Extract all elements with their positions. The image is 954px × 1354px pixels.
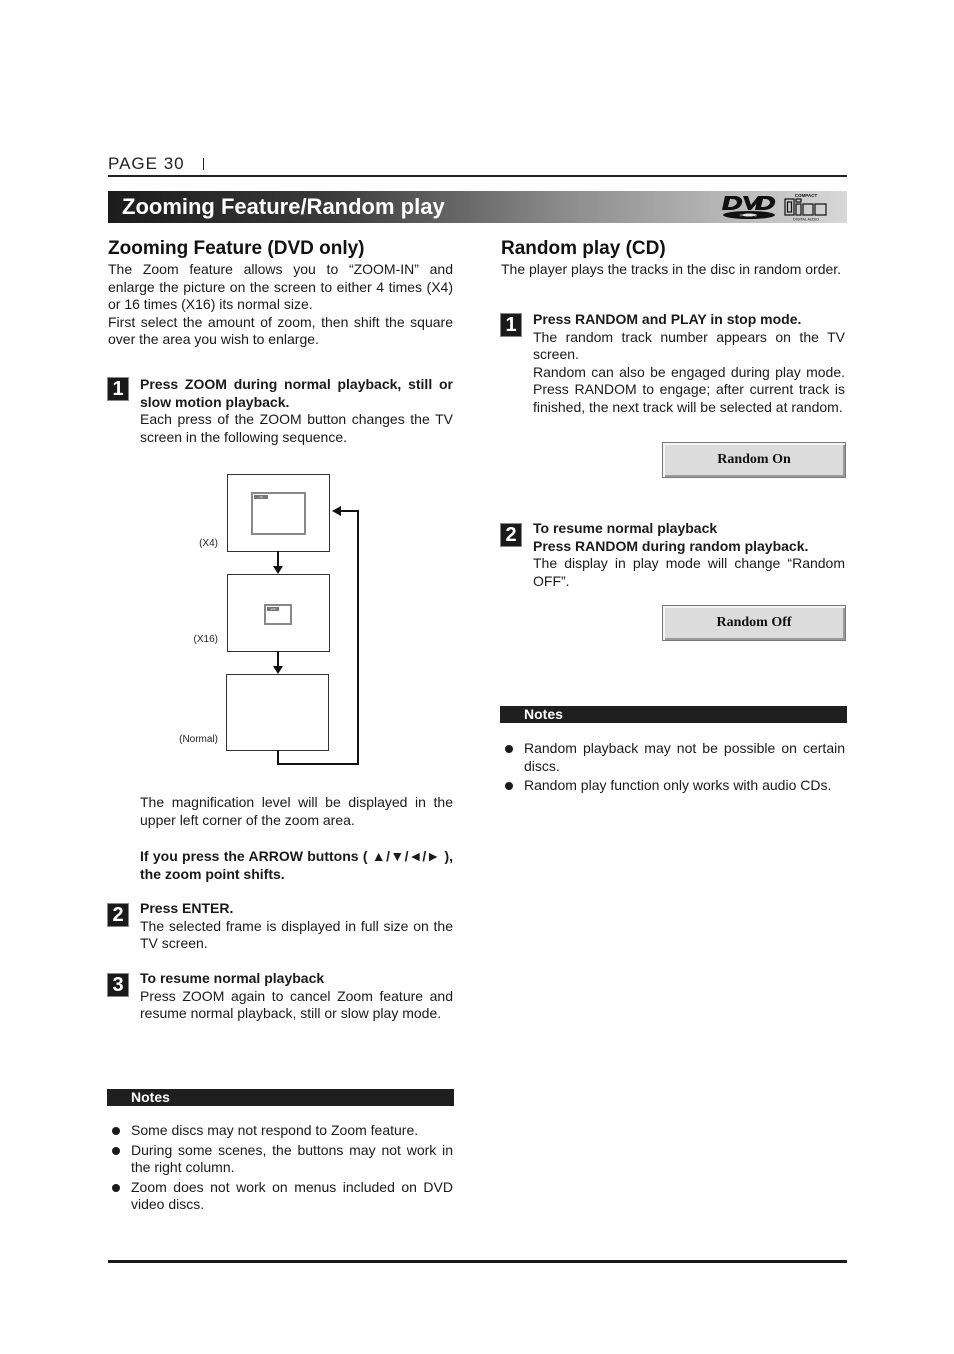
zoom-step-1-text: Each press of the ZOOM button changes the TV screen in the following sequence. <box>140 411 453 445</box>
zoom-step-3-text: Press ZOOM again to cancel Zoom feature and resume normal playback, still or slow play mode. <box>140 987 453 1021</box>
random-notes-list <box>501 740 845 797</box>
zoom-step-1-number: 1 <box>107 377 129 401</box>
zoom-label-normal: (Normal) <box>179 734 218 745</box>
zoom-step-1-heading: Press ZOOM during normal playback, still or slow motion playback. <box>140 376 453 410</box>
bullet-icon <box>112 1127 120 1135</box>
random-step-1-number: 1 <box>500 313 522 337</box>
svg-text:DIGITAL AUDIO: DIGITAL AUDIO <box>793 217 819 222</box>
zoom-step-3-number: 3 <box>107 973 129 997</box>
banner-title: Zooming Feature/Random play <box>122 194 445 219</box>
svg-text:VIDEO: VIDEO <box>739 213 759 218</box>
random-step-1-text: The random track number appears on the TV screen. <box>533 328 845 362</box>
random-on-display: Random On <box>662 442 846 478</box>
random-step-2-heading-2: Press RANDOM during random playback. <box>533 537 809 554</box>
random-intro: The player plays the tracks in the disc in random order. <box>501 261 842 277</box>
zoom-arrow-note: If you press the ARROW buttons ( ▲/▼/◄/► ), the zoom point shifts. <box>140 848 453 882</box>
zoom-step-2-text: The selected frame is displayed in full size on the TV screen. <box>140 917 453 951</box>
zoom-notes-header <box>107 1089 454 1106</box>
bullet-icon <box>112 1147 120 1155</box>
list-item: Zoom does not work on menus included on DVD video discs. <box>108 1179 453 1214</box>
bottom-rule <box>108 1260 847 1263</box>
bullet-icon <box>505 745 513 753</box>
zoom-section-title: Zooming Feature (DVD only) <box>108 238 365 259</box>
list-item: Random playback may not be possible on certain discs. <box>501 740 845 775</box>
random-step-1-text-2: Random can also be engaged during play mode. Press RANDOM to engage; after current track is finished, the next track will be selected at random. <box>533 363 845 415</box>
random-step-2-number: 2 <box>500 523 522 547</box>
dvd-video-logo <box>722 194 778 220</box>
zoom-intro-2: First select the amount of zoom, then shift the square over the area you wish to enlarge. <box>108 313 453 347</box>
zoom-intro: The Zoom feature allows you to “ZOOM-IN” and enlarge the picture on the screen to either 4 times (X4) or 16 times (X16) its normal size. <box>108 261 453 312</box>
bullet-icon <box>112 1184 120 1192</box>
random-notes-label: Notes <box>524 706 563 722</box>
list-item: During some scenes, the buttons may not work in the right column. <box>108 1142 453 1177</box>
zoom-label-x4: (X4) <box>199 538 218 549</box>
zoom-notes-list <box>108 1122 453 1216</box>
page-number: PAGE 30 <box>108 154 185 173</box>
compact-disc-logo <box>782 192 830 222</box>
svg-text:COMPACT: COMPACT <box>794 193 818 198</box>
random-section-title: Random play (CD) <box>501 238 666 259</box>
zoom-step-2-number: 2 <box>107 903 129 927</box>
list-item: Some discs may not respond to Zoom feature. <box>108 1122 453 1140</box>
zoom-sequence-arrows <box>220 500 370 770</box>
page-number-separator <box>203 158 204 170</box>
top-rule <box>108 175 847 177</box>
zoom-level-tag-x4: x4 <box>254 495 268 499</box>
list-item: Random play function only works with audio CDs. <box>501 777 845 795</box>
random-step-2-heading: To resume normal playback <box>533 520 718 536</box>
zoom-step-3-heading: To resume normal playback <box>140 970 325 986</box>
zoom-label-x16: (X16) <box>193 634 218 645</box>
bullet-icon <box>505 782 513 790</box>
random-step-2-text: The display in play mode will change “Random OFF”. <box>533 555 845 589</box>
zoom-notes-label: Notes <box>131 1089 170 1105</box>
zoom-magnification-note: The magnification level will be displayed in the upper left corner of the zoom area. <box>140 794 453 828</box>
zoom-step-2-heading: Press ENTER. <box>140 900 234 916</box>
random-notes-header <box>500 706 847 723</box>
random-off-display: Random Off <box>662 605 846 641</box>
zoom-level-tag-x16: x16 <box>267 607 279 611</box>
random-step-1-heading: Press RANDOM and PLAY in stop mode. <box>533 311 802 327</box>
